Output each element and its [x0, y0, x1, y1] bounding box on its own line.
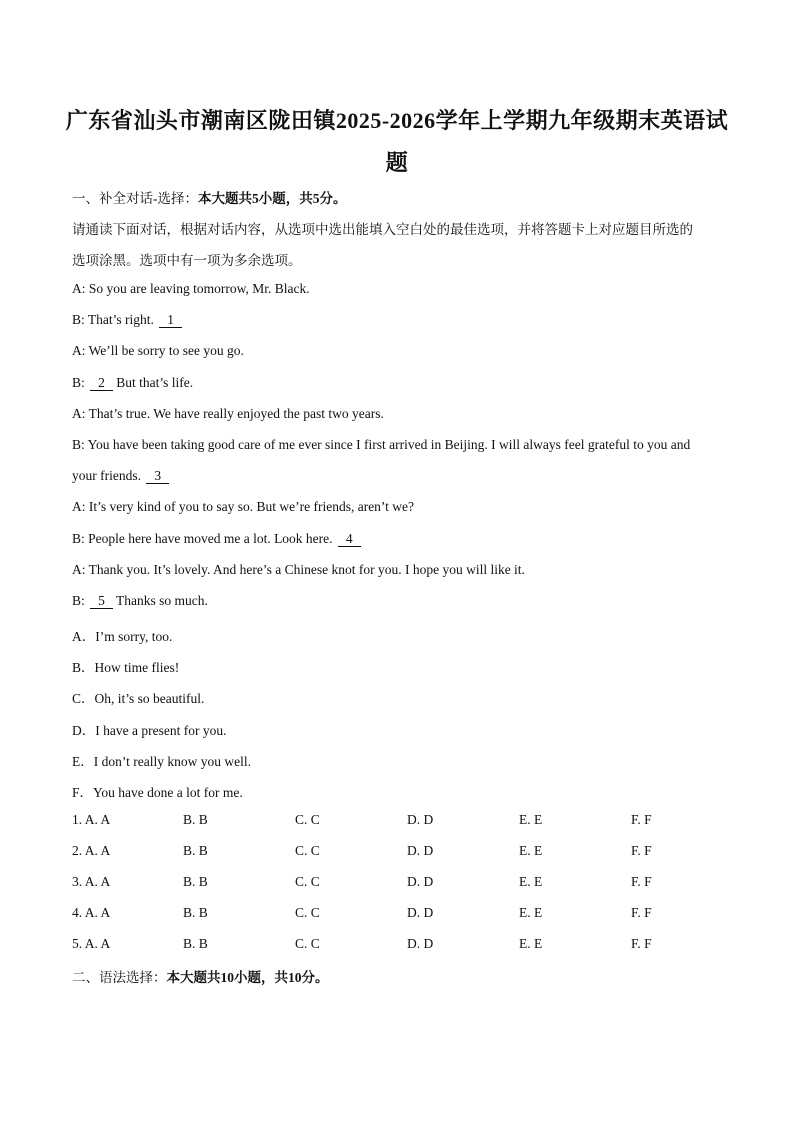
dialogue-text: A: So you are leaving tomorrow, Mr. Black. — [72, 281, 310, 296]
option-item: A．I’m sorry, too. — [72, 629, 173, 644]
answer-choice[interactable]: 4. A. A — [72, 905, 111, 920]
dialogue-line — [72, 312, 182, 328]
dialogue-line — [72, 468, 169, 484]
exam-title-line2: 题 — [385, 150, 409, 175]
answer-choice[interactable]: E. E — [519, 936, 543, 951]
answer-choice[interactable]: 2. A. A — [72, 843, 111, 858]
dialogue-line — [72, 562, 525, 578]
section2-heading-score: 本大题共10小题，共10分。 — [166, 970, 329, 985]
option-item: C．Oh, it’s so beautiful. — [72, 691, 205, 707]
answer-blank[interactable]: 4 — [338, 532, 361, 547]
answer-choice[interactable]: D. D — [407, 843, 434, 858]
exam-title-line1: 广东省汕头市潮南区陇田镇2025-2026学年上学期九年级期末英语试 — [65, 108, 729, 133]
dialogue-text: B: You have been taking good care of me ever since I first arrived in Beijing. I will always feel grateful to you and — [72, 437, 691, 452]
dialogue-line — [72, 281, 310, 297]
dialogue-line — [72, 375, 193, 391]
section1-heading-label: 一、补全对话-选择： — [72, 191, 198, 206]
section1-instructions-line1: 请通读下面对话，根据对话内容，从选项中选出能填入空白处的最佳选项，并将答题卡上对应题目所选的 — [72, 222, 693, 237]
answer-choice[interactable]: B. B — [183, 843, 208, 858]
answer-blank[interactable]: 2 — [90, 376, 113, 391]
answer-choice[interactable]: C. C — [295, 905, 320, 920]
answer-choice[interactable]: E. E — [519, 874, 543, 889]
dialogue-text-after: But that’s life. — [112, 374, 194, 390]
dialogue-text: B: — [72, 374, 89, 390]
option-item: F．You have done a lot for me. — [72, 785, 243, 800]
answer-choice[interactable]: F. F — [631, 843, 652, 858]
answer-choice[interactable]: E. E — [519, 812, 543, 827]
dialogue-line — [72, 593, 208, 609]
answer-choice[interactable]: F. F — [631, 812, 652, 827]
answer-choice[interactable]: 1. A. A — [72, 812, 111, 827]
dialogue-line — [72, 343, 244, 359]
answer-choice[interactable]: B. B — [183, 905, 208, 920]
answer-choice[interactable]: B. B — [183, 874, 208, 889]
answer-choice[interactable]: 5. A. A — [72, 936, 111, 951]
answer-choice[interactable]: C. C — [295, 812, 320, 827]
answer-choice[interactable]: F. F — [631, 874, 652, 889]
section1-heading-score: 本大题共5小题，共5分。 — [198, 191, 347, 206]
section2-heading-label: 二、语法选择： — [72, 970, 167, 985]
answer-choice[interactable]: F. F — [631, 905, 652, 920]
answer-choice[interactable]: D. D — [407, 874, 434, 889]
answer-choice[interactable]: B. B — [183, 936, 208, 951]
answer-choice[interactable]: 3. A. A — [72, 874, 111, 889]
option-item: B．How time flies! — [72, 660, 180, 676]
section2-heading — [72, 966, 329, 986]
answer-choice[interactable]: C. C — [295, 874, 320, 889]
dialogue-text: B: That’s right. — [72, 312, 158, 328]
dialogue-text: A: That’s true. We have really enjoyed the past two years. — [72, 405, 384, 421]
answer-blank[interactable]: 5 — [90, 594, 113, 609]
answer-blank[interactable]: 1 — [159, 313, 182, 328]
answer-choice[interactable]: C. C — [295, 843, 320, 858]
dialogue-text: A: Thank you. It’s lovely. And here’s a Chinese knot for you. I hope you will like it. — [72, 561, 525, 577]
answer-blank[interactable]: 3 — [146, 469, 169, 484]
answer-choice[interactable]: E. E — [519, 905, 543, 920]
dialogue-line — [72, 406, 384, 422]
dialogue-text: A: It’s very kind of you to say so. But we’re friends, aren’t we? — [72, 499, 415, 515]
answer-choice[interactable]: B. B — [183, 812, 208, 827]
dialogue-line — [72, 499, 414, 515]
option-item: E．I don’t really know you well. — [72, 753, 251, 769]
dialogue-text: A: We’ll be sorry to see you go. — [72, 343, 244, 359]
answer-choice[interactable]: D. D — [407, 812, 434, 827]
dialogue-text: B: People here have moved me a lot. Look here. — [72, 530, 336, 546]
dialogue-text: your friends. — [72, 468, 145, 484]
dialogue-text: B: — [72, 593, 89, 608]
answer-choice[interactable]: C. C — [295, 936, 320, 951]
answer-choice[interactable]: E. E — [519, 843, 543, 858]
section1-instructions-line2: 选项涂黑。选项中有一项为多余选项。 — [72, 253, 302, 268]
answer-choice[interactable]: F. F — [631, 936, 652, 951]
dialogue-line — [72, 531, 361, 547]
dialogue-line — [72, 437, 690, 453]
dialogue-text-after: Thanks so much. — [112, 593, 208, 608]
answer-choice[interactable]: D. D — [407, 905, 434, 920]
option-item: D．I have a present for you. — [72, 722, 227, 738]
section1-heading — [72, 187, 347, 207]
answer-choice[interactable]: D. D — [407, 936, 434, 951]
